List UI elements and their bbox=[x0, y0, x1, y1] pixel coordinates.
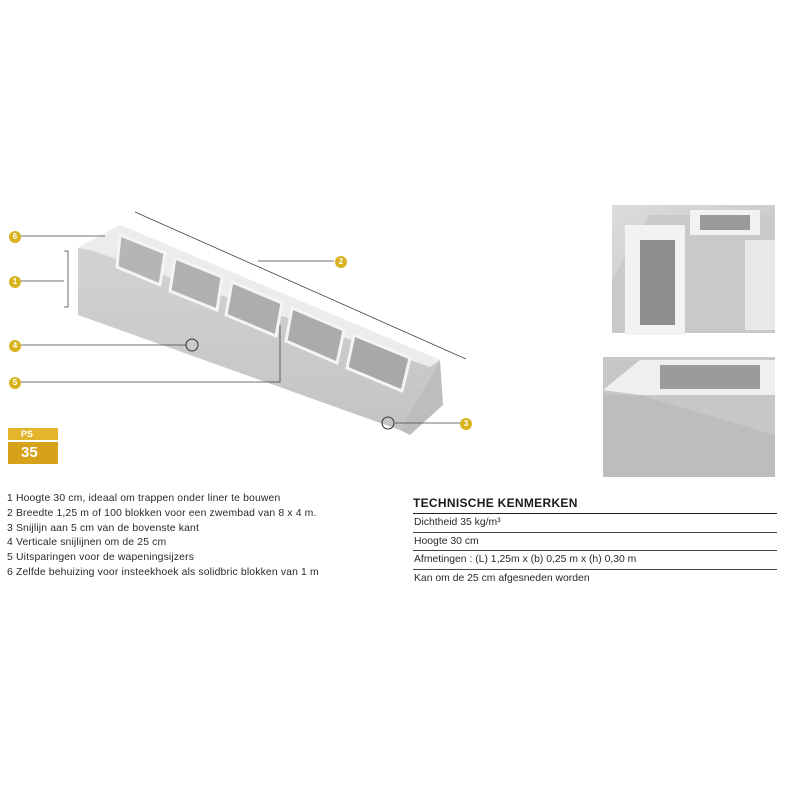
spec-row: Dichtheid 35 kg/m³ bbox=[413, 514, 777, 533]
legend-item: 1 Hoogte 30 cm, ideaal om trappen onder liner te bouwen bbox=[7, 493, 281, 504]
callout-3: 3 bbox=[460, 418, 472, 430]
callout-1: 1 bbox=[9, 276, 21, 288]
callout-5: 5 bbox=[9, 377, 21, 389]
detail-photo-bottom bbox=[603, 357, 775, 477]
spec-row: Kan om de 25 cm afgesneden worden bbox=[414, 572, 590, 584]
callout-4: 4 bbox=[9, 340, 21, 352]
badge-label: PS bbox=[8, 428, 58, 440]
height-bracket bbox=[64, 251, 68, 307]
density-badge bbox=[8, 428, 58, 464]
block-diagram bbox=[0, 195, 800, 495]
legend-item: 6 Zelfde behuizing voor insteekhoek als solidbric blokken van 1 m bbox=[7, 566, 319, 578]
legend-item: 3 Snijlijn aan 5 cm van de bovenste kant bbox=[7, 522, 199, 534]
spec-row: Hoogte 30 cm bbox=[413, 533, 777, 552]
technical-specs bbox=[413, 496, 777, 588]
legend-item: 5 Uitsparingen voor de wapeningsijzers bbox=[7, 552, 195, 564]
callout-2: 2 bbox=[335, 256, 347, 268]
legend-item: 4 Verticale snijlijnen om de 25 cm bbox=[7, 537, 167, 549]
badge-value: 35 bbox=[8, 442, 58, 464]
spec-row: Afmetingen : (L) 1,25m x (b) 0,25 m x (h) 0,30 m bbox=[413, 551, 777, 570]
feature-legend bbox=[7, 492, 397, 581]
legend-item: 2 Breedte 1,25 m of 100 blokken voor een zwembad van 8 x 4 m. bbox=[7, 507, 317, 519]
specs-title: TECHNISCHE KENMERKEN bbox=[413, 496, 777, 514]
block-illustration bbox=[0, 195, 800, 495]
callout-6: 6 bbox=[9, 231, 21, 243]
detail-photo-top bbox=[612, 205, 775, 335]
